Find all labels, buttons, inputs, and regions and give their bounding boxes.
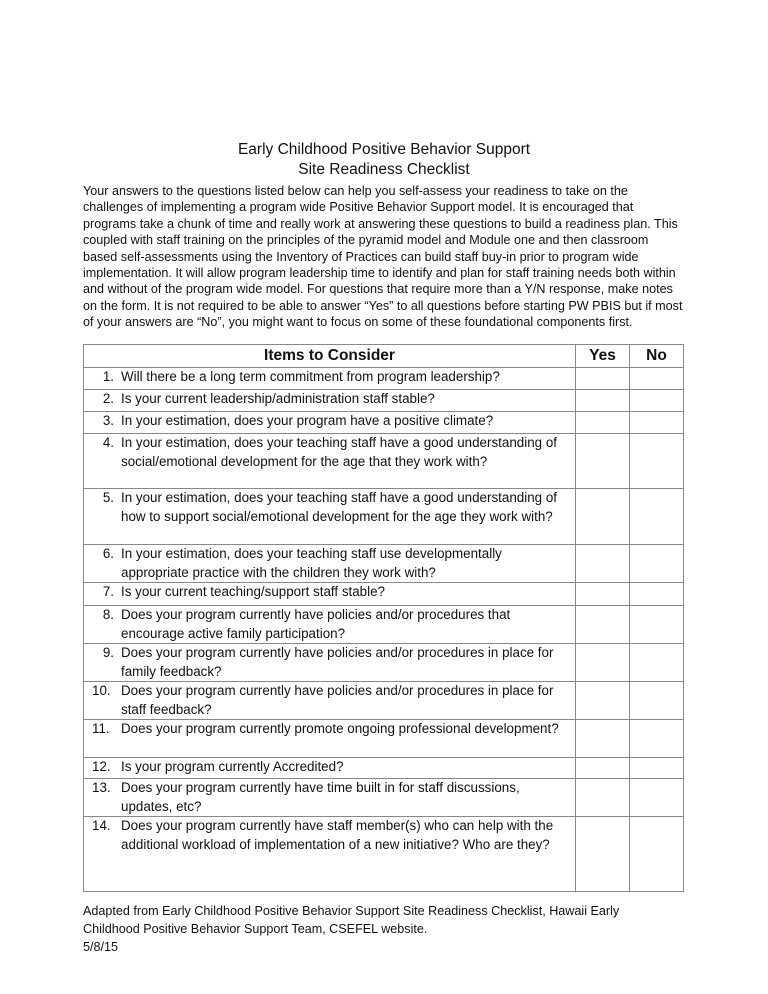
item-number: 2. (102, 391, 114, 406)
checklist-row (84, 368, 684, 390)
yes-cell[interactable] (576, 583, 630, 606)
yes-cell[interactable] (576, 682, 630, 720)
yes-cell[interactable] (576, 606, 630, 644)
no-cell[interactable] (630, 583, 684, 606)
yes-cell[interactable] (576, 817, 630, 892)
item-question: In your estimation, does your teaching staff use developmentally appropriate practice with the children they work with? (121, 546, 502, 580)
checklist-row (84, 390, 684, 412)
item-question: Does your program currently promote ongoing professional development? (121, 721, 559, 736)
item-number: 5. (102, 490, 114, 505)
checklist-row (84, 606, 684, 644)
no-cell[interactable] (630, 545, 684, 583)
checklist-row (84, 583, 684, 606)
item-number: 14. (92, 818, 111, 833)
yes-cell[interactable] (576, 545, 630, 583)
no-cell[interactable] (630, 644, 684, 682)
checklist-row (84, 489, 684, 545)
yes-cell[interactable] (576, 758, 630, 779)
yes-cell[interactable] (576, 644, 630, 682)
checklist-row (84, 817, 684, 892)
item-cell (84, 489, 576, 545)
item-number: 6. (102, 546, 114, 561)
item-number: 4. (102, 435, 114, 450)
footer-citation-line1: Adapted from Early Childhood Positive Behavior Support Site Readiness Checklist, Hawaii Early (83, 904, 620, 918)
item-cell (84, 720, 576, 758)
no-cell[interactable] (630, 368, 684, 390)
item-question: Is your current leadership/administration staff stable? (121, 391, 435, 406)
item-number: 1. (102, 369, 114, 384)
no-cell[interactable] (630, 412, 684, 434)
footer-date: 5/8/15 (83, 940, 119, 954)
no-cell[interactable] (630, 779, 684, 817)
item-cell (84, 390, 576, 412)
item-question: Does your program currently have time built in for staff discussions, updates, etc? (121, 780, 520, 814)
yes-cell[interactable] (576, 489, 630, 545)
yes-cell[interactable] (576, 720, 630, 758)
checklist-row (84, 545, 684, 583)
no-cell[interactable] (630, 390, 684, 412)
item-cell (84, 583, 576, 606)
item-number: 13. (92, 780, 111, 795)
checklist-row (84, 644, 684, 682)
footer (83, 902, 703, 956)
item-number: 12. (92, 759, 111, 774)
checklist-row (84, 758, 684, 779)
yes-cell[interactable] (576, 434, 630, 489)
item-cell (84, 412, 576, 434)
document-subtitle: Site Readiness Checklist (298, 161, 470, 178)
item-number: 10. (92, 683, 111, 698)
item-cell (84, 758, 576, 779)
no-cell[interactable] (630, 758, 684, 779)
item-question: Will there be a long term commitment from program leadership? (121, 369, 500, 384)
item-cell (84, 434, 576, 489)
yes-cell[interactable] (576, 390, 630, 412)
item-cell (84, 545, 576, 583)
yes-cell[interactable] (576, 412, 630, 434)
checklist-row (84, 779, 684, 817)
no-cell[interactable] (630, 817, 684, 892)
item-question: Does your program currently have policies and/or procedures that encourage active family participation? (121, 607, 511, 641)
item-question: Is your program currently Accredited? (121, 759, 344, 774)
item-question: In your estimation, does your teaching staff have a good understanding of social/emotional development for the age that they work with? (121, 435, 557, 469)
item-number: 3. (102, 413, 114, 428)
no-cell[interactable] (630, 682, 684, 720)
checklist-row (84, 682, 684, 720)
item-cell (84, 779, 576, 817)
item-question: Is your current teaching/support staff stable? (121, 584, 385, 599)
item-question: Does your program currently have policies and/or procedures in place for family feedback? (121, 645, 554, 679)
no-cell[interactable] (630, 489, 684, 545)
item-question: Does your program currently have staff member(s) who can help with the additional workload of implementation of a new initiative? Who are they? (121, 818, 554, 852)
item-number: 7. (102, 584, 114, 599)
checklist-row (84, 434, 684, 489)
item-cell (84, 368, 576, 390)
item-cell (84, 682, 576, 720)
header-yes: Yes (576, 345, 630, 368)
item-number: 8. (102, 607, 114, 622)
item-number: 11. (92, 721, 110, 736)
no-cell[interactable] (630, 606, 684, 644)
document-title: Early Childhood Positive Behavior Support (237, 141, 531, 158)
checklist-row (84, 720, 684, 758)
item-question: Does your program currently have policies and/or procedures in place for staff feedback? (121, 683, 554, 717)
no-cell[interactable] (630, 720, 684, 758)
item-cell (84, 644, 576, 682)
item-cell (84, 606, 576, 644)
checklist-row (84, 412, 684, 434)
checklist-table (83, 344, 684, 892)
no-cell[interactable] (630, 434, 684, 489)
header-items: Items to Consider (84, 345, 576, 368)
yes-cell[interactable] (576, 779, 630, 817)
item-number: 9. (102, 645, 114, 660)
header-no: No (630, 345, 684, 368)
yes-cell[interactable] (576, 368, 630, 390)
footer-citation-line2: Childhood Positive Behavior Support Team, CSEFEL website. (83, 922, 428, 936)
intro-paragraph: Your answers to the questions listed below can help you self-assess your readiness to take on the challenges of implementing a program wide Positive Behavior Support model. It is encouraged that programs take a chunk of time and really work at answering these questions to build a readiness plan. This coupled with staff training on the principles of the pyramid model and Module one and then classroom based self-assessments using the Inventory of Practices can build staff buy-in prior to program wide implementation. It will allow program leadership time to identify and plan for staff training needs both within and without of the program wide model. For questions that require more than a Y/N response, make notes on the form. It is not required to be able to answer “Yes” to all questions before starting PW PBIS but if most of your answers are “No”, you might want to focus on some of these foundational components first. (83, 184, 683, 330)
item-question: In your estimation, does your teaching staff have a good understanding of how to support social/emotional development for the age they work with? (121, 490, 557, 524)
item-cell (84, 817, 576, 892)
item-question: In your estimation, does your program have a positive climate? (121, 413, 494, 428)
